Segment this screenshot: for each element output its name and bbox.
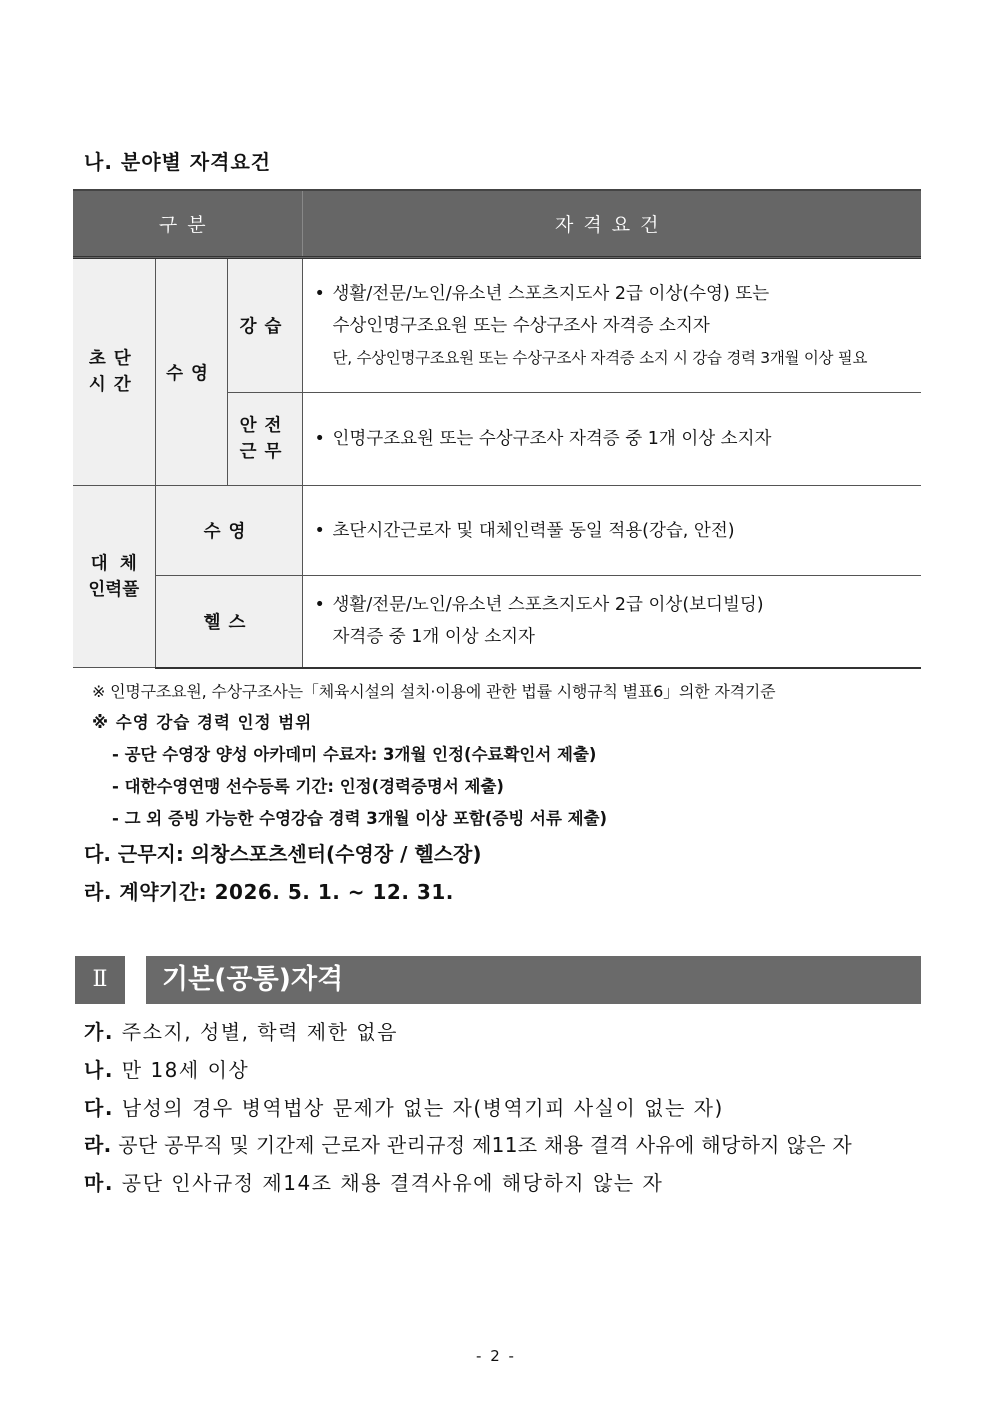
pool-swim-label: 수영 xyxy=(155,486,302,576)
part-numeral: Ⅱ xyxy=(75,956,125,1004)
pool-swim-requirements: • 초단시간근로자 및 대체인력풀 동일 적용(강습, 안전) xyxy=(302,486,921,576)
table-header-requirements: 자격요건 xyxy=(302,190,921,258)
lesson-line: 생활/전문/노인/유소년 스포츠지도사 2급 이상(수영) 또는 xyxy=(332,283,770,304)
qualification-table xyxy=(73,189,921,669)
row-safety-label: 안전 근무 xyxy=(227,393,302,486)
pool-health-requirements: • 생활/전문/노인/유소년 스포츠지도사 2급 이상(보디빌딩) 자격증 중 1개 이상 소지자 xyxy=(302,576,921,668)
row-lesson-label: 강습 xyxy=(227,258,302,393)
section-title-qualifications: 나. 분야별 자격요건 xyxy=(84,150,272,174)
page-number: - 2 - xyxy=(476,1347,516,1365)
part-title: 기본(공통)자격 xyxy=(146,956,921,1004)
note-career-item: - 대한수영연맹 선수등록 기간: 인정(경력증명서 제출) xyxy=(112,777,504,796)
basic-item: 다. 남성의 경우 병역법상 문제가 없는 자(병역기피 사실이 없는 자) xyxy=(84,1096,724,1120)
row-swim-label: 수영 xyxy=(155,258,227,486)
basic-item: 라. 공단 공무직 및 기간제 근로자 관리규정 제11조 채용 결격 사유에 해당하지 않은 자 xyxy=(84,1133,852,1157)
note-career-item: - 그 외 증빙 가능한 수영강습 경력 3개월 이상 포함(증빙 서류 제출) xyxy=(112,809,608,828)
lesson-line: 수상인명구조요원 또는 수상구조사 자격증 소지자 xyxy=(332,315,710,336)
note-lifeguard-standard: ※ 인명구조요원, 수상구조사는「체육시설의 설치·이용에 관한 법률 시행규칙 별표6」의한 자격기준 xyxy=(92,682,776,701)
table-header-category: 구분 xyxy=(73,190,302,258)
safety-requirements: • 인명구조요원 또는 수상구조사 자격증 중 1개 이상 소지자 xyxy=(302,393,921,486)
note-career-item: - 공단 수영장 양성 아카데미 수료자: 3개월 인정(수료확인서 제출) xyxy=(112,745,597,764)
basic-item: 나. 만 18세 이상 xyxy=(84,1058,250,1082)
lesson-line-note: 단, 수상인명구조요원 또는 수상구조사 자격증 소지 시 강습 경력 3개월 이상 필요 xyxy=(332,348,868,367)
pool-health-label: 헬스 xyxy=(155,576,302,668)
section-workplace: 다. 근무지: 의창스포츠센터(수영장 / 헬스장) xyxy=(84,842,482,866)
basic-item: 가. 주소지, 성별, 학력 제한 없음 xyxy=(84,1020,398,1044)
lesson-requirements: • 생활/전문/노인/유소년 스포츠지도사 2급 이상(수영) 또는 수상인명구조요원 또는 수상구조사 자격증 소지자 단, 수상인명구조요원 또는 수상구조사 자격증 소지 시 강습 경력 3개월 이상 필요 xyxy=(302,258,921,393)
row-group-substitute-pool: 대 체 인력풀 xyxy=(73,486,155,668)
section-contract-period: 라. 계약기간: 2026. 5. 1. ~ 12. 31. xyxy=(84,880,454,904)
row-group-short-time: 초단 시간 xyxy=(73,258,155,486)
note-swim-career-title: ※ 수영 강습 경력 인정 범위 xyxy=(92,713,313,732)
basic-item: 마. 공단 인사규정 제14조 채용 결격사유에 해당하지 않는 자 xyxy=(84,1171,664,1195)
